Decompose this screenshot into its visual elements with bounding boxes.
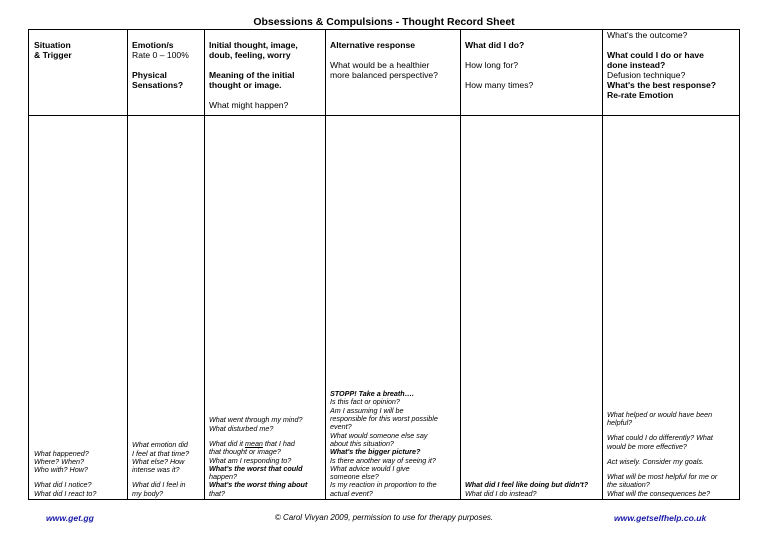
prompt-line: Is there another way of seeing it? bbox=[330, 455, 436, 465]
header-subtitle: What's the outcome? bbox=[607, 30, 688, 40]
prompt-line: Where? When? bbox=[34, 456, 84, 466]
column-initial-thought bbox=[204, 30, 325, 499]
footer-link-getselfhelp[interactable]: www.getselfhelp.co.uk bbox=[614, 513, 707, 523]
prompt-line: What am I responding to? bbox=[209, 455, 292, 465]
header-gap bbox=[330, 50, 457, 60]
page-title: Obsessions & Compulsions - Thought Record Sheet bbox=[253, 16, 515, 28]
prompt-line: What would someone else say bbox=[330, 430, 428, 440]
prompt-line: about this situation? bbox=[330, 438, 394, 448]
prompt-questions bbox=[465, 481, 599, 498]
column-alternative-response bbox=[325, 30, 460, 499]
prompt-line: What did I feel in bbox=[132, 480, 186, 490]
prompt-line: would be more effective? bbox=[607, 441, 687, 451]
column-header bbox=[34, 40, 124, 60]
prompt-line: What disturbed me? bbox=[209, 423, 274, 433]
prompt-emphasis: What did I feel like doing but didn't? bbox=[465, 480, 589, 490]
prompt-line: event? bbox=[330, 422, 352, 432]
header-subtitle: What would be a healthier bbox=[330, 60, 430, 70]
prompt-line: Is this fact or opinion? bbox=[330, 397, 400, 407]
prompt-questions bbox=[209, 416, 322, 498]
header-title: Emotion/s bbox=[132, 40, 174, 50]
header-title: What could I do or have bbox=[607, 50, 704, 60]
prompt-line: helpful? bbox=[607, 417, 633, 427]
header-title: thought or image. bbox=[209, 80, 282, 90]
prompt-line: What emotion did bbox=[132, 440, 188, 450]
header-subtitle: How many times? bbox=[465, 80, 534, 90]
footer-link-getgg[interactable]: www.get.gg bbox=[46, 513, 94, 523]
column-header bbox=[330, 40, 457, 80]
prompt-line: What advice would I give bbox=[330, 463, 410, 473]
header-gap bbox=[132, 60, 201, 70]
header-subtitle: What might happen? bbox=[209, 100, 289, 110]
prompt-line: Who with? How? bbox=[34, 465, 88, 475]
prompt-questions bbox=[132, 441, 201, 498]
prompt-emphasis: What's the worst that could bbox=[209, 463, 303, 473]
header-title: Initial thought, image, bbox=[209, 40, 298, 50]
header-title: Alternative response bbox=[330, 40, 416, 50]
prompt-line: I feel at that time? bbox=[132, 448, 190, 458]
prompt-questions bbox=[330, 390, 457, 498]
header-title: Sensations? bbox=[132, 80, 184, 90]
header-title: What did I do? bbox=[465, 40, 525, 50]
column-what-did-i-do bbox=[460, 30, 602, 499]
footer-copyright: © Carol Vivyan 2009, permission to use for therapy purposes. bbox=[274, 513, 494, 522]
prompt-line: What did I react to? bbox=[34, 488, 97, 498]
prompt-line: someone else? bbox=[330, 472, 379, 482]
prompt-underlined-word: mean bbox=[244, 438, 263, 448]
column-header bbox=[607, 30, 738, 100]
prompt-line: What could I do differently? What bbox=[607, 433, 713, 443]
header-title: & Trigger bbox=[34, 50, 72, 60]
header-subtitle: Defusion technique? bbox=[607, 70, 686, 80]
prompt-line: Act wisely. Consider my goals. bbox=[607, 456, 704, 466]
prompt-text: What did it bbox=[209, 438, 245, 448]
header-title: Re-rate Emotion bbox=[607, 90, 674, 100]
prompt-line: responsible for this worst possible bbox=[330, 414, 438, 424]
prompt-emphasis: What's the worst thing about bbox=[209, 480, 308, 490]
prompt-line: that? bbox=[209, 488, 225, 498]
prompt-line: What will be most helpful for me or bbox=[607, 472, 718, 482]
prompt-text: that I had bbox=[262, 438, 295, 448]
prompt-line: What did I notice? bbox=[34, 480, 92, 490]
prompt-questions bbox=[34, 450, 124, 498]
header-gap bbox=[465, 50, 599, 60]
column-emotions bbox=[127, 30, 204, 499]
header-gap bbox=[607, 40, 738, 50]
column-situation-trigger bbox=[29, 30, 127, 499]
prompt-questions bbox=[607, 411, 738, 498]
prompt-line: that thought or image? bbox=[209, 447, 281, 457]
header-gap bbox=[209, 90, 322, 100]
column-header bbox=[132, 40, 201, 90]
prompt-line: What happened? bbox=[34, 448, 89, 458]
header-title: Physical bbox=[132, 70, 167, 80]
prompt-line: What helped or would have been bbox=[607, 409, 713, 419]
header-subtitle: Rate 0 – 100% bbox=[132, 50, 189, 60]
prompt-line: my body? bbox=[132, 488, 164, 498]
header-title: doub, feeling, worry bbox=[209, 50, 291, 60]
prompt-line: Am I assuming I will be bbox=[330, 405, 404, 415]
prompt-line: What did I do instead? bbox=[465, 488, 537, 498]
prompt-line: happen? bbox=[209, 472, 237, 482]
header-gap bbox=[465, 70, 599, 80]
header-subtitle: How long for? bbox=[465, 60, 519, 70]
header-subtitle: more balanced perspective? bbox=[330, 70, 438, 80]
prompt-line: the situation? bbox=[607, 480, 650, 490]
prompt-line: What went through my mind? bbox=[209, 415, 303, 425]
prompt-line: What will the consequences be? bbox=[607, 488, 711, 498]
header-title: What's the best response? bbox=[607, 80, 717, 90]
header-gap bbox=[209, 60, 322, 70]
prompt-emphasis: What's the bigger picture? bbox=[330, 447, 421, 457]
thought-record-table bbox=[28, 29, 740, 500]
column-header bbox=[465, 40, 599, 90]
header-title: Situation bbox=[34, 40, 71, 50]
column-outcome bbox=[602, 30, 741, 499]
prompt-emphasis: STOPP! Take a breath…. bbox=[330, 389, 414, 399]
prompt-line: Is my reaction in proportion to the bbox=[330, 480, 437, 490]
prompt-line: actual event? bbox=[330, 488, 373, 498]
prompt-line: What else? How bbox=[132, 456, 185, 466]
column-header bbox=[209, 40, 322, 110]
prompt-line: intense was it? bbox=[132, 465, 180, 475]
header-title: Meaning of the initial bbox=[209, 70, 295, 80]
header-title: done instead? bbox=[607, 60, 666, 70]
